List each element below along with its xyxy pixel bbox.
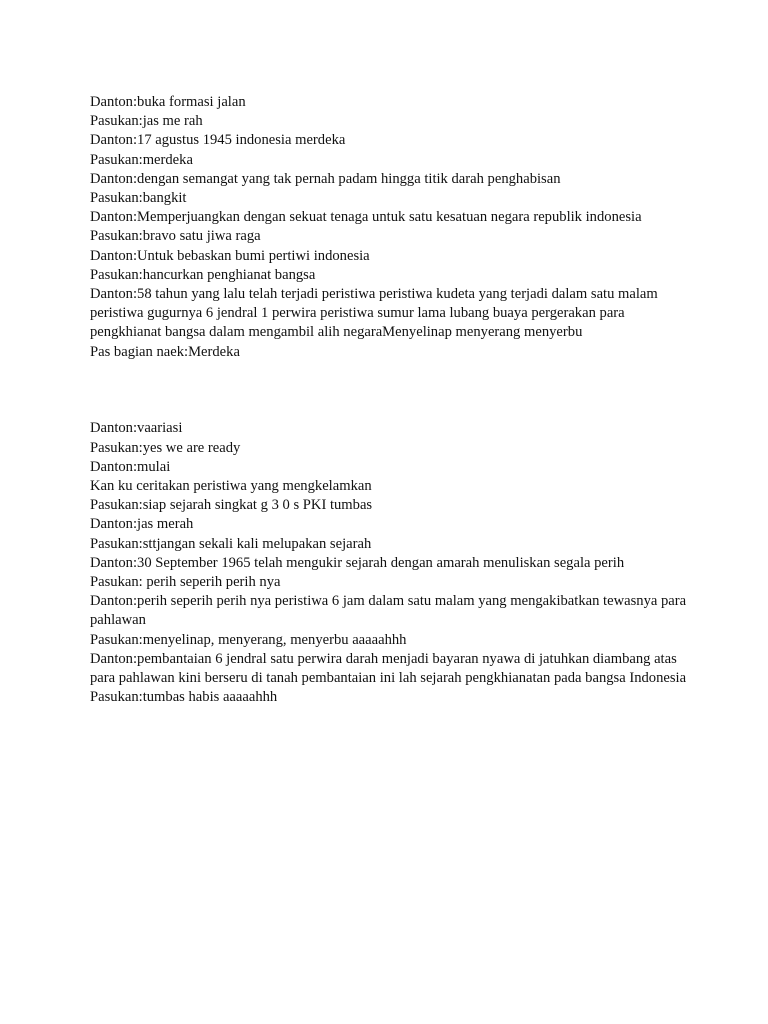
dialogue-line: Pas bagian naek:Merdeka (90, 343, 240, 360)
dialogue-line: Pasukan:menyelinap, menyerang, menyerbu aaaaahhh (90, 631, 407, 648)
dialogue-line: Pasukan:hancurkan penghianat bangsa (90, 266, 316, 283)
dialogue-line: Pasukan:siap sejarah singkat g 3 0 s PKI tumbas (90, 497, 373, 514)
dialogue-line: Kan ku ceritakan peristiwa yang mengkelamkan (90, 478, 372, 495)
dialogue-line: Danton:17 agustus 1945 indonesia merdeka (90, 132, 346, 149)
dialogue-line: Pasukan:bravo satu jiwa raga (90, 228, 261, 245)
dialogue-line: Danton:Untuk bebaskan bumi pertiwi indonesia (90, 247, 370, 264)
dialogue-line: Pasukan:merdeka (90, 151, 193, 168)
dialogue-line: Pasukan:bangkit (90, 190, 187, 207)
dialogue-section-2 (90, 419, 690, 707)
dialogue-line: Danton:vaariasi (90, 420, 183, 437)
document-page (90, 93, 690, 707)
dialogue-line: Pasukan:jas me rah (90, 113, 203, 130)
dialogue-line: Pasukan:sttjangan sekali kali melupakan sejarah (90, 535, 372, 552)
dialogue-line: Danton:pembantaian 6 jendral satu perwira darah menjadi bayaran nyawa di jatuhkan diambang atas para pahlawan kini berseru di tanah pembantaian ini lah sejarah pengkhianatan pada bangsa Indonesia (90, 650, 687, 687)
dialogue-line: Danton:30 September 1965 telah mengukir sejarah dengan amarah menuliskan segala perih (90, 554, 625, 571)
dialogue-line: Danton:perih seperih perih nya peristiwa 6 jam dalam satu malam yang mengakibatkan tewasnya para pahlawan (90, 593, 687, 629)
dialogue-line: Danton:mulai (90, 458, 171, 475)
dialogue-line: Danton:58 tahun yang lalu telah terjadi peristiwa peristiwa kudeta yang terjadi dalam satu malam peristiwa gugurnya 6 jendral 1 perwira peristiwa sumur lama lubang buaya pergerakan para pengkhianat bangsa dalam mengambil alih negaraMenyelinap menyerang menyerbu (90, 286, 658, 341)
dialogue-line: Pasukan:tumbas habis aaaaahhh (90, 689, 278, 706)
dialogue-section-1 (90, 93, 690, 362)
section-spacer (90, 362, 690, 420)
dialogue-line: Pasukan:yes we are ready (90, 439, 241, 456)
dialogue-line: Danton:dengan semangat yang tak pernah padam hingga titik darah penghabisan (90, 170, 561, 187)
dialogue-line: Danton:Memperjuangkan dengan sekuat tenaga untuk satu kesatuan negara republik indonesia (90, 209, 642, 226)
dialogue-line: Danton:jas merah (90, 516, 194, 533)
dialogue-line: Pasukan: perih seperih perih nya (90, 574, 281, 591)
dialogue-line: Danton:buka formasi jalan (90, 94, 246, 110)
